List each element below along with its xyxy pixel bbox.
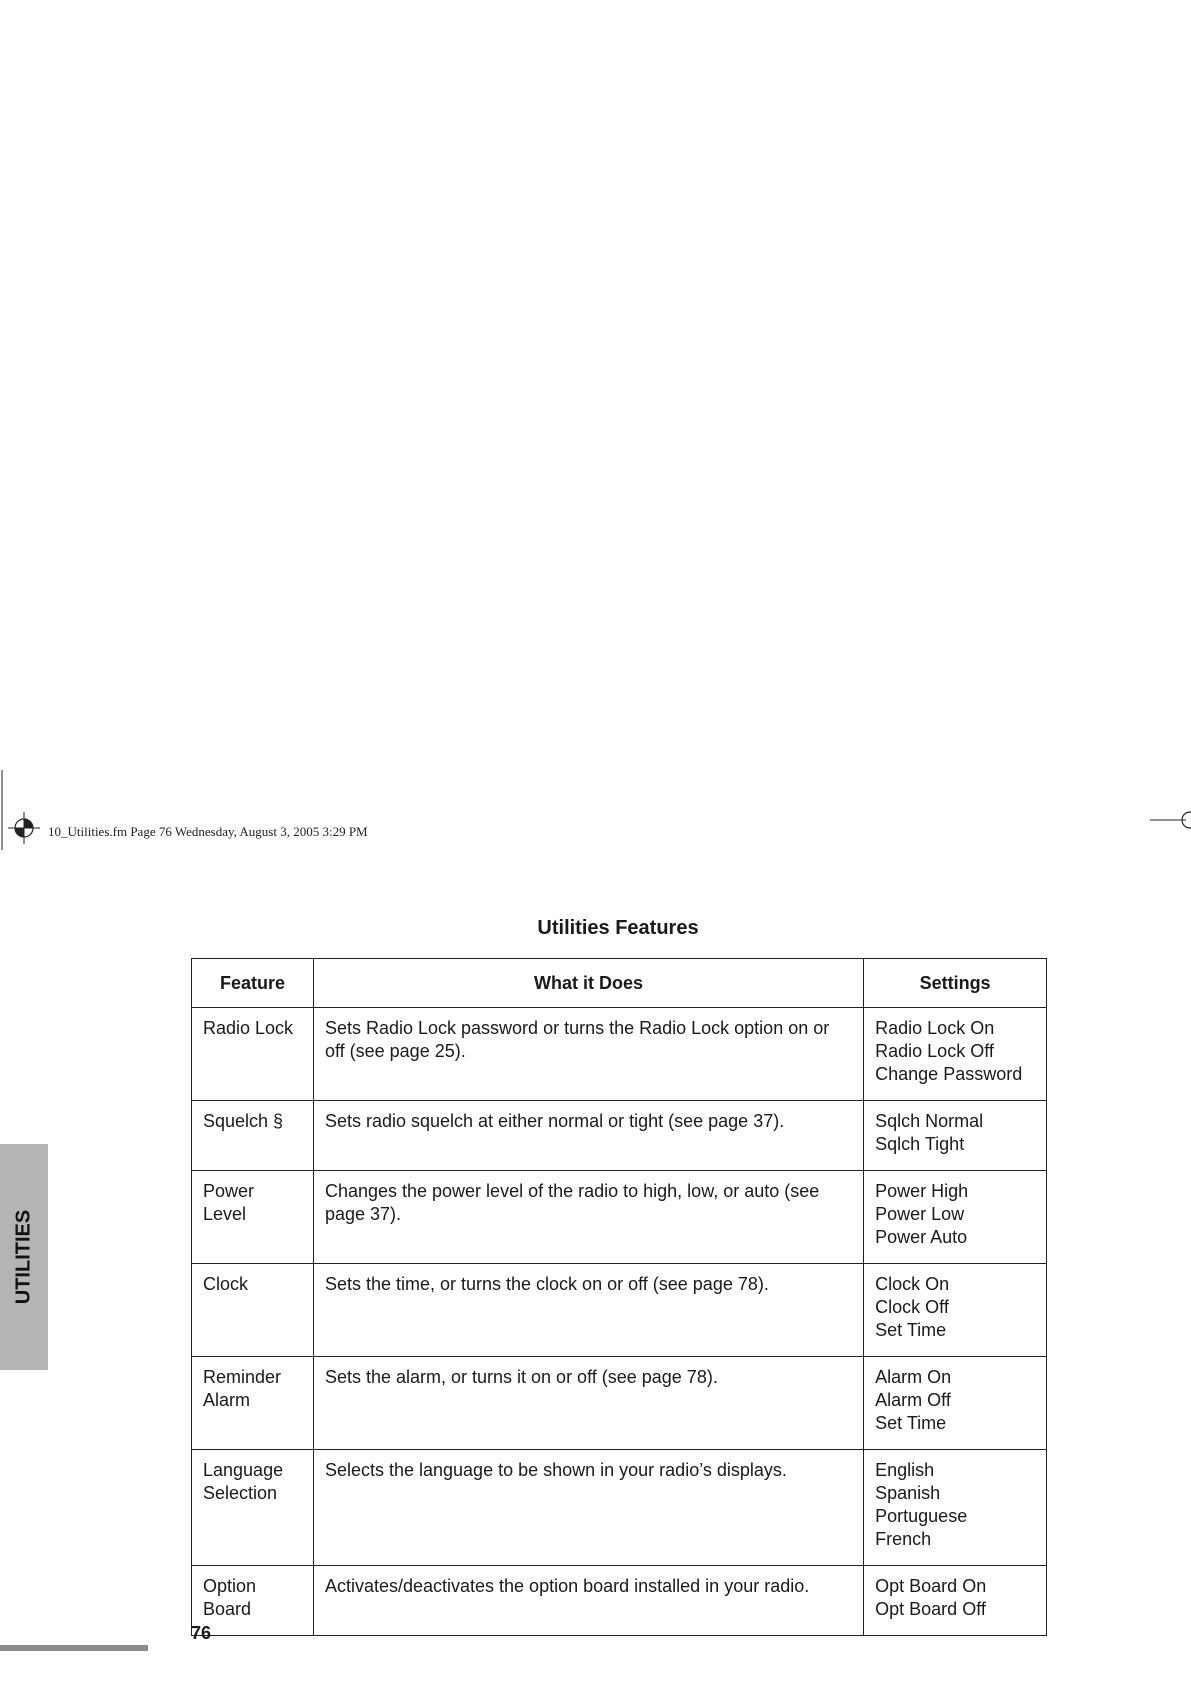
- table-row: [192, 1357, 1047, 1450]
- setting-item: Alarm Off: [875, 1390, 951, 1410]
- footer-rule: [0, 1645, 148, 1651]
- utilities-features-table: [191, 958, 1047, 1636]
- setting-item: Change Password: [875, 1064, 1023, 1084]
- settings-cell: [864, 1264, 1047, 1357]
- setting-item: Power High: [875, 1181, 969, 1201]
- table-row: [192, 1171, 1047, 1264]
- setting-item: Set Time: [875, 1413, 947, 1433]
- setting-item: Opt Board Off: [875, 1599, 986, 1619]
- setting-item: Alarm On: [875, 1367, 952, 1387]
- setting-item: Radio Lock On: [875, 1018, 995, 1038]
- table-row: [192, 1450, 1047, 1566]
- table-row: [192, 1008, 1047, 1101]
- setting-item: Spanish: [875, 1483, 941, 1503]
- setting-item: English: [875, 1460, 935, 1480]
- settings-cell: [864, 1008, 1047, 1101]
- feature-cell: Language Selection: [192, 1450, 314, 1566]
- feature-cell: Radio Lock: [192, 1008, 314, 1101]
- setting-item: French: [875, 1529, 932, 1549]
- feature-cell: Squelch §: [192, 1101, 314, 1171]
- page-number: 76: [191, 1623, 212, 1643]
- table-row: [192, 1101, 1047, 1171]
- description-cell: Changes the power level of the radio to high, low, or auto (see page 37).: [313, 1171, 863, 1264]
- column-header-settings: Settings: [864, 959, 1047, 1008]
- description-cell: Sets radio squelch at either normal or tight (see page 37).: [313, 1101, 863, 1171]
- table-title: Utilities Features: [537, 917, 699, 939]
- setting-item: Opt Board On: [875, 1576, 987, 1596]
- setting-item: Power Auto: [875, 1227, 968, 1247]
- settings-cell: [864, 1357, 1047, 1450]
- setting-item: Clock Off: [875, 1297, 949, 1317]
- description-cell: Selects the language to be shown in your radio’s displays.: [313, 1450, 863, 1566]
- column-header-what-it-does: What it Does: [313, 959, 863, 1008]
- side-tab-label: UTILITIES: [12, 1209, 35, 1305]
- column-header-feature: Feature: [192, 959, 314, 1008]
- settings-cell: [864, 1450, 1047, 1566]
- description-cell: Sets the alarm, or turns it on or off (see page 78).: [313, 1357, 863, 1450]
- description-cell: Sets Radio Lock password or turns the Radio Lock option on or off (see page 25).: [313, 1008, 863, 1101]
- feature-cell: Reminder Alarm: [192, 1357, 314, 1450]
- table-row: [192, 1264, 1047, 1357]
- setting-item: Sqlch Tight: [875, 1134, 965, 1154]
- settings-cell: [864, 1171, 1047, 1264]
- registration-mark-right-icon: [1150, 808, 1191, 832]
- setting-item: Sqlch Normal: [875, 1111, 984, 1131]
- setting-item: Radio Lock Off: [875, 1041, 994, 1061]
- description-cell: Sets the time, or turns the clock on or off (see page 78).: [313, 1264, 863, 1357]
- description-cell: Activates/deactivates the option board installed in your radio.: [313, 1566, 863, 1636]
- file-info-header: 10_Utilities.fm Page 76 Wednesday, August 3, 2005 3:29 PM: [48, 824, 368, 839]
- setting-item: Power Low: [875, 1204, 965, 1224]
- table-header-row: [192, 959, 1047, 1008]
- setting-item: Set Time: [875, 1320, 947, 1340]
- section-side-tab: [0, 1144, 48, 1370]
- settings-cell: [864, 1101, 1047, 1171]
- feature-cell: Clock: [192, 1264, 314, 1357]
- setting-item: Clock On: [875, 1274, 950, 1294]
- setting-item: Portuguese: [875, 1506, 968, 1526]
- table-row: [192, 1566, 1047, 1636]
- settings-cell: [864, 1566, 1047, 1636]
- feature-cell: Option Board: [192, 1566, 314, 1636]
- feature-cell: Power Level: [192, 1171, 314, 1264]
